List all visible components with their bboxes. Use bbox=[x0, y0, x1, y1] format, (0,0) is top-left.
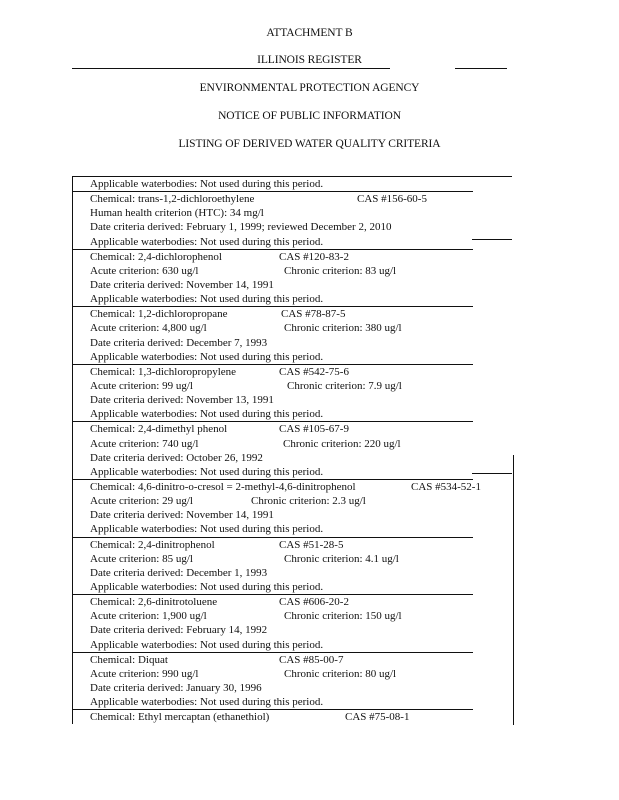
scan-rule-fragment bbox=[472, 239, 512, 240]
acute-criterion: Acute criterion: 740 ug/l bbox=[90, 437, 199, 450]
chemical-name: Chemical: 4,6-dinitro-o-cresol = 2-methyl-4,6-dinitrophenol bbox=[90, 480, 356, 493]
cas-number: CAS #78-87-5 bbox=[281, 308, 346, 321]
acute-criterion: Acute criterion: 29 ug/l bbox=[90, 495, 193, 508]
chronic-criterion: Chronic criterion: 380 ug/l bbox=[284, 322, 402, 335]
date-derived: Date criteria derived: November 14, 1991 bbox=[90, 278, 274, 291]
chemical-name: Chemical: 2,4-dinitrophenol bbox=[90, 538, 215, 551]
date-derived: Date criteria derived: October 26, 1992 bbox=[90, 451, 263, 464]
date-derived: Date criteria derived: November 13, 1991 bbox=[90, 394, 274, 407]
waterbodies-line: Applicable waterbodies: Not used during this period. bbox=[90, 235, 324, 248]
entry-1-3-dichloropropylene bbox=[73, 364, 473, 422]
entry-diquat bbox=[73, 652, 473, 710]
acute-criterion: Acute criterion: 990 ug/l bbox=[90, 667, 199, 680]
entry-2-4-dichlorophenol bbox=[73, 249, 473, 307]
chemical-name: Chemical: 2,4-dimethyl phenol bbox=[90, 423, 228, 436]
chemical-name: Chemical: Ethyl mercaptan (ethanethiol) bbox=[90, 711, 270, 724]
chemical-name: Chemical: Diquat bbox=[90, 653, 168, 666]
chronic-criterion: Chronic criterion: 7.9 ug/l bbox=[287, 379, 402, 392]
scan-margin-line bbox=[513, 455, 514, 725]
cas-number: CAS #51-28-5 bbox=[279, 538, 344, 551]
date-derived: Date criteria derived: February 1, 1999; reviewed December 2, 2010 bbox=[90, 221, 392, 234]
chemical-name: Chemical: 2,4-dichlorophenol bbox=[90, 250, 222, 263]
date-derived: Date criteria derived: November 14, 1991 bbox=[90, 509, 274, 522]
waterbodies-line: Applicable waterbodies: Not used during this period. bbox=[90, 580, 324, 593]
date-derived: Date criteria derived: December 7, 1993 bbox=[90, 336, 268, 349]
cas-number: CAS #542-75-6 bbox=[279, 365, 349, 378]
agency-title: ENVIRONMENTAL PROTECTION AGENCY bbox=[199, 82, 420, 94]
chemical-name: Chemical: 1,2-dichloropropane bbox=[90, 308, 228, 321]
waterbodies-line: Applicable waterbodies: Not used during this period. bbox=[90, 523, 324, 536]
entry-trans-dichloroethylene bbox=[73, 191, 473, 249]
chemical-name: Chemical: trans-1,2-dichloroethylene bbox=[90, 193, 255, 206]
date-derived: Date criteria derived: January 30, 1996 bbox=[90, 681, 262, 694]
date-derived: Date criteria derived: February 14, 1992 bbox=[90, 624, 268, 637]
waterbodies-line: Applicable waterbodies: Not used during this period. bbox=[90, 696, 324, 709]
register-rule-short bbox=[455, 68, 507, 69]
waterbodies-line: Applicable waterbodies: Not used during this period. bbox=[90, 178, 324, 190]
chronic-criterion: Chronic criterion: 80 ug/l bbox=[284, 667, 397, 680]
chronic-criterion: Chronic criterion: 2.3 ug/l bbox=[251, 495, 366, 508]
register-rule bbox=[72, 68, 390, 69]
cas-number: CAS #75-08-1 bbox=[345, 711, 410, 724]
waterbodies-line: Applicable waterbodies: Not used during this period. bbox=[90, 465, 324, 478]
chemical-name: Chemical: 2,6-dinitrotoluene bbox=[90, 596, 218, 609]
chemical-name: Chemical: 1,3-dichloropropylene bbox=[90, 365, 237, 378]
entry-ethyl-mercaptan bbox=[73, 709, 473, 724]
cas-number: CAS #105-67-9 bbox=[279, 423, 349, 436]
chronic-criterion: Chronic criterion: 220 ug/l bbox=[283, 437, 401, 450]
acute-criterion: Acute criterion: 630 ug/l bbox=[90, 264, 199, 277]
cas-number: CAS #534-52-1 bbox=[411, 480, 481, 493]
criteria-listing bbox=[72, 176, 481, 724]
attachment-label: ATTACHMENT B bbox=[266, 27, 353, 39]
entry-2-4-dimethyl-phenol bbox=[73, 421, 473, 479]
cas-number: CAS #156-60-5 bbox=[357, 193, 427, 206]
human-health-criterion: Human health criterion (HTC): 34 mg/l bbox=[90, 207, 264, 220]
register-title: ILLINOIS REGISTER bbox=[257, 54, 362, 66]
acute-criterion: Acute criterion: 85 ug/l bbox=[90, 552, 193, 565]
acute-criterion: Acute criterion: 4,800 ug/l bbox=[90, 322, 207, 335]
chronic-criterion: Chronic criterion: 83 ug/l bbox=[284, 264, 397, 277]
listing-title: LISTING OF DERIVED WATER QUALITY CRITERIA bbox=[178, 138, 441, 150]
waterbodies-line: Applicable waterbodies: Not used during this period. bbox=[90, 350, 324, 363]
entry-2-6-dinitrotoluene bbox=[73, 594, 473, 652]
acute-criterion: Acute criterion: 1,900 ug/l bbox=[90, 610, 207, 623]
scan-rule-fragment bbox=[472, 473, 512, 474]
entry-1-2-dichloropropane bbox=[73, 306, 473, 364]
entry-4-6-dinitro-o-cresol bbox=[73, 479, 481, 537]
cas-number: CAS #606-20-2 bbox=[279, 596, 349, 609]
acute-criterion: Acute criterion: 99 ug/l bbox=[90, 379, 193, 392]
cas-number: CAS #85-00-7 bbox=[279, 653, 344, 666]
notice-title: NOTICE OF PUBLIC INFORMATION bbox=[218, 110, 401, 122]
entry-continued bbox=[73, 176, 473, 191]
waterbodies-line: Applicable waterbodies: Not used during this period. bbox=[90, 293, 324, 306]
cas-number: CAS #120-83-2 bbox=[279, 250, 349, 263]
entry-2-4-dinitrophenol bbox=[73, 537, 473, 595]
scan-rule-fragment bbox=[472, 176, 512, 177]
waterbodies-line: Applicable waterbodies: Not used during this period. bbox=[90, 408, 324, 421]
chronic-criterion: Chronic criterion: 4.1 ug/l bbox=[284, 552, 399, 565]
chronic-criterion: Chronic criterion: 150 ug/l bbox=[284, 610, 402, 623]
date-derived: Date criteria derived: December 1, 1993 bbox=[90, 566, 268, 579]
waterbodies-line: Applicable waterbodies: Not used during this period. bbox=[90, 638, 324, 651]
